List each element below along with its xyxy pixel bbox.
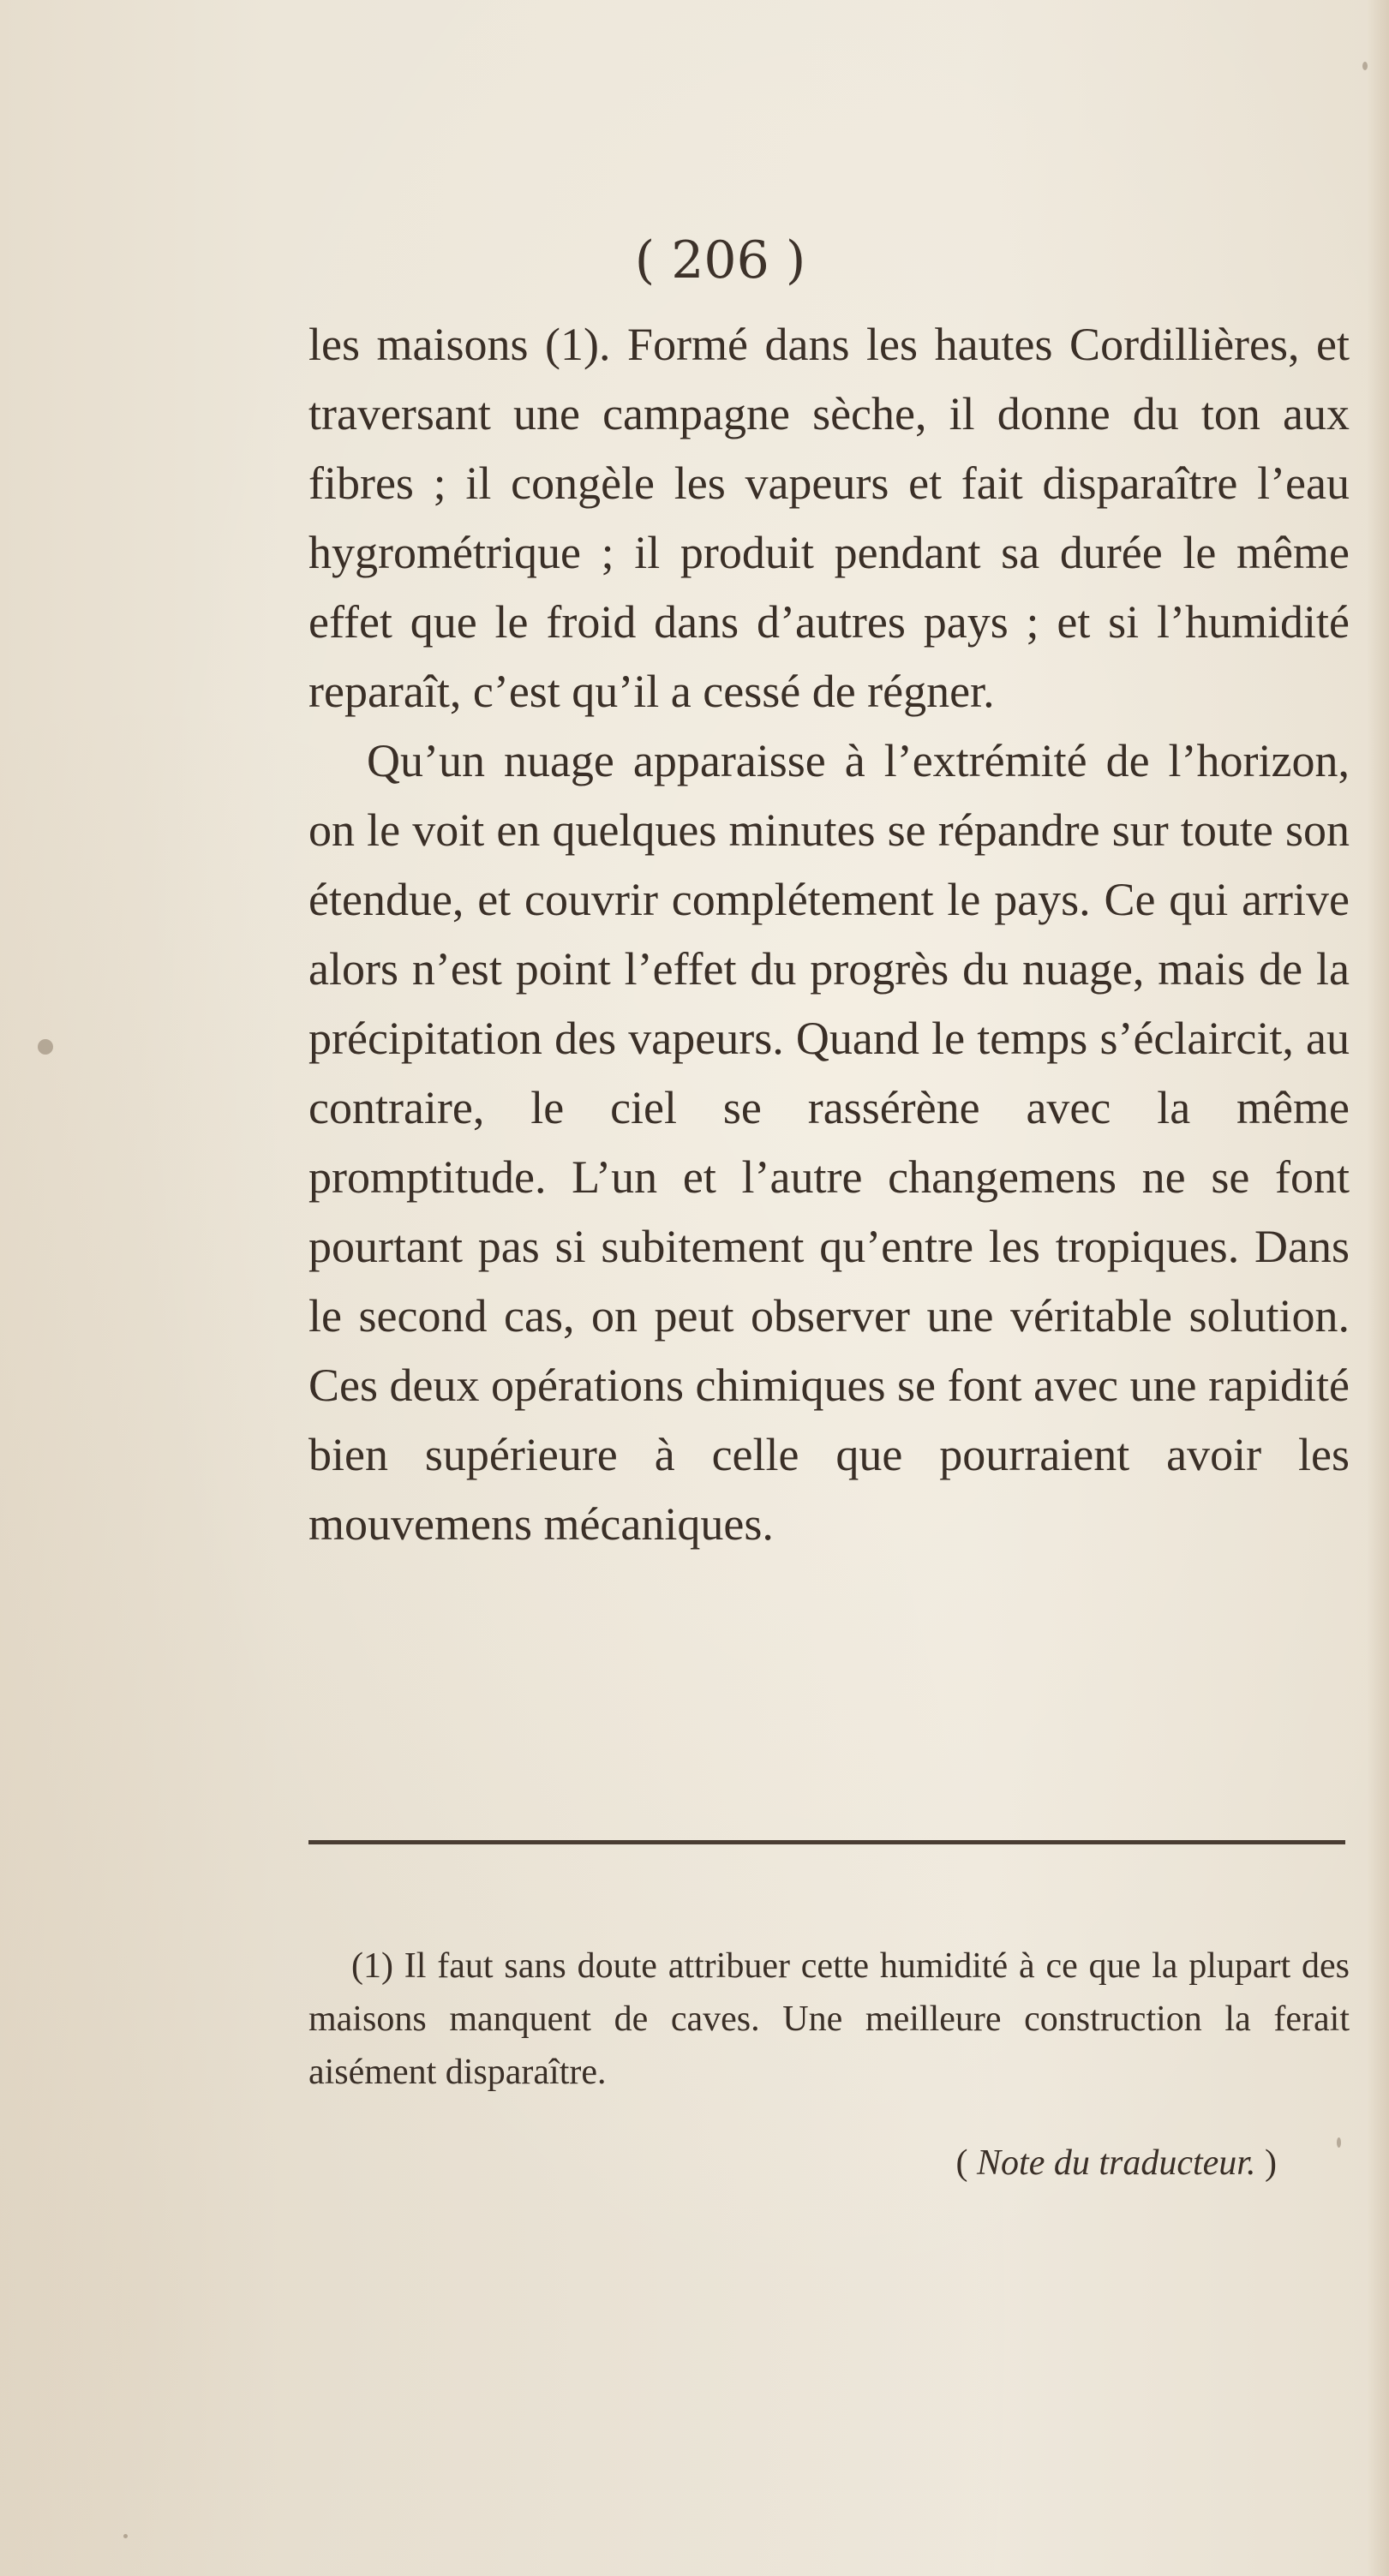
paper-speck [38, 1039, 53, 1055]
page-edge-shadow [1367, 0, 1389, 2576]
footnote-separator-rule [308, 1840, 1345, 1844]
footnote-attribution [308, 2137, 1277, 2190]
paragraph-1: les maisons (1). Formé dans les hautes Cordillières, et traversant une campagne sèche, il donne du ton aux fibres ; il congèle les vapeurs et fait disparaître l’eau hygrométrique ; il produit pendant sa durée le même effet que le froid dans d’autres pays ; et si l’humidité reparaît, c’est qu’il a cessé de régner. [308, 319, 1350, 717]
attribution-label: Note du traducteur. [977, 2143, 1256, 2183]
paper-speck [1337, 2137, 1341, 2148]
main-text [308, 310, 1350, 1559]
page-number: ( 206 ) [634, 230, 806, 290]
paper-speck [1362, 62, 1368, 70]
footnote-text: (1) Il faut sans doute attribuer cette humidité à ce que la plupart des maisons manquent de caves. Une meilleure construction la ferait aisément disparaître. [308, 1946, 1350, 2092]
paragraph-2: Qu’un nuage apparaisse à l’extrémité de l’horizon, on le voit en quelques minutes se répandre sur toute son étendue, et couvrir complétement le pays. Ce qui arrive alors n’est point l’effet du progrès du nuage, mais de la précipitation des vapeurs. Quand le temps s’éclaircit, au contraire, le ciel se rassérène avec la même promptitude. L’un et l’autre changemens ne se font pourtant pas si subitement qu’entre les tropiques. Dans le second cas, on peut observer une véritable solution. Ces deux opérations chimiques se font avec une rapidité bien supérieure à celle que pourraient avoir les mouvemens mécaniques. [308, 735, 1350, 1550]
paper-speck [123, 2534, 128, 2538]
attribution-open-paren: ( [955, 2143, 968, 2183]
attribution-close-paren: ) [1265, 2143, 1277, 2183]
